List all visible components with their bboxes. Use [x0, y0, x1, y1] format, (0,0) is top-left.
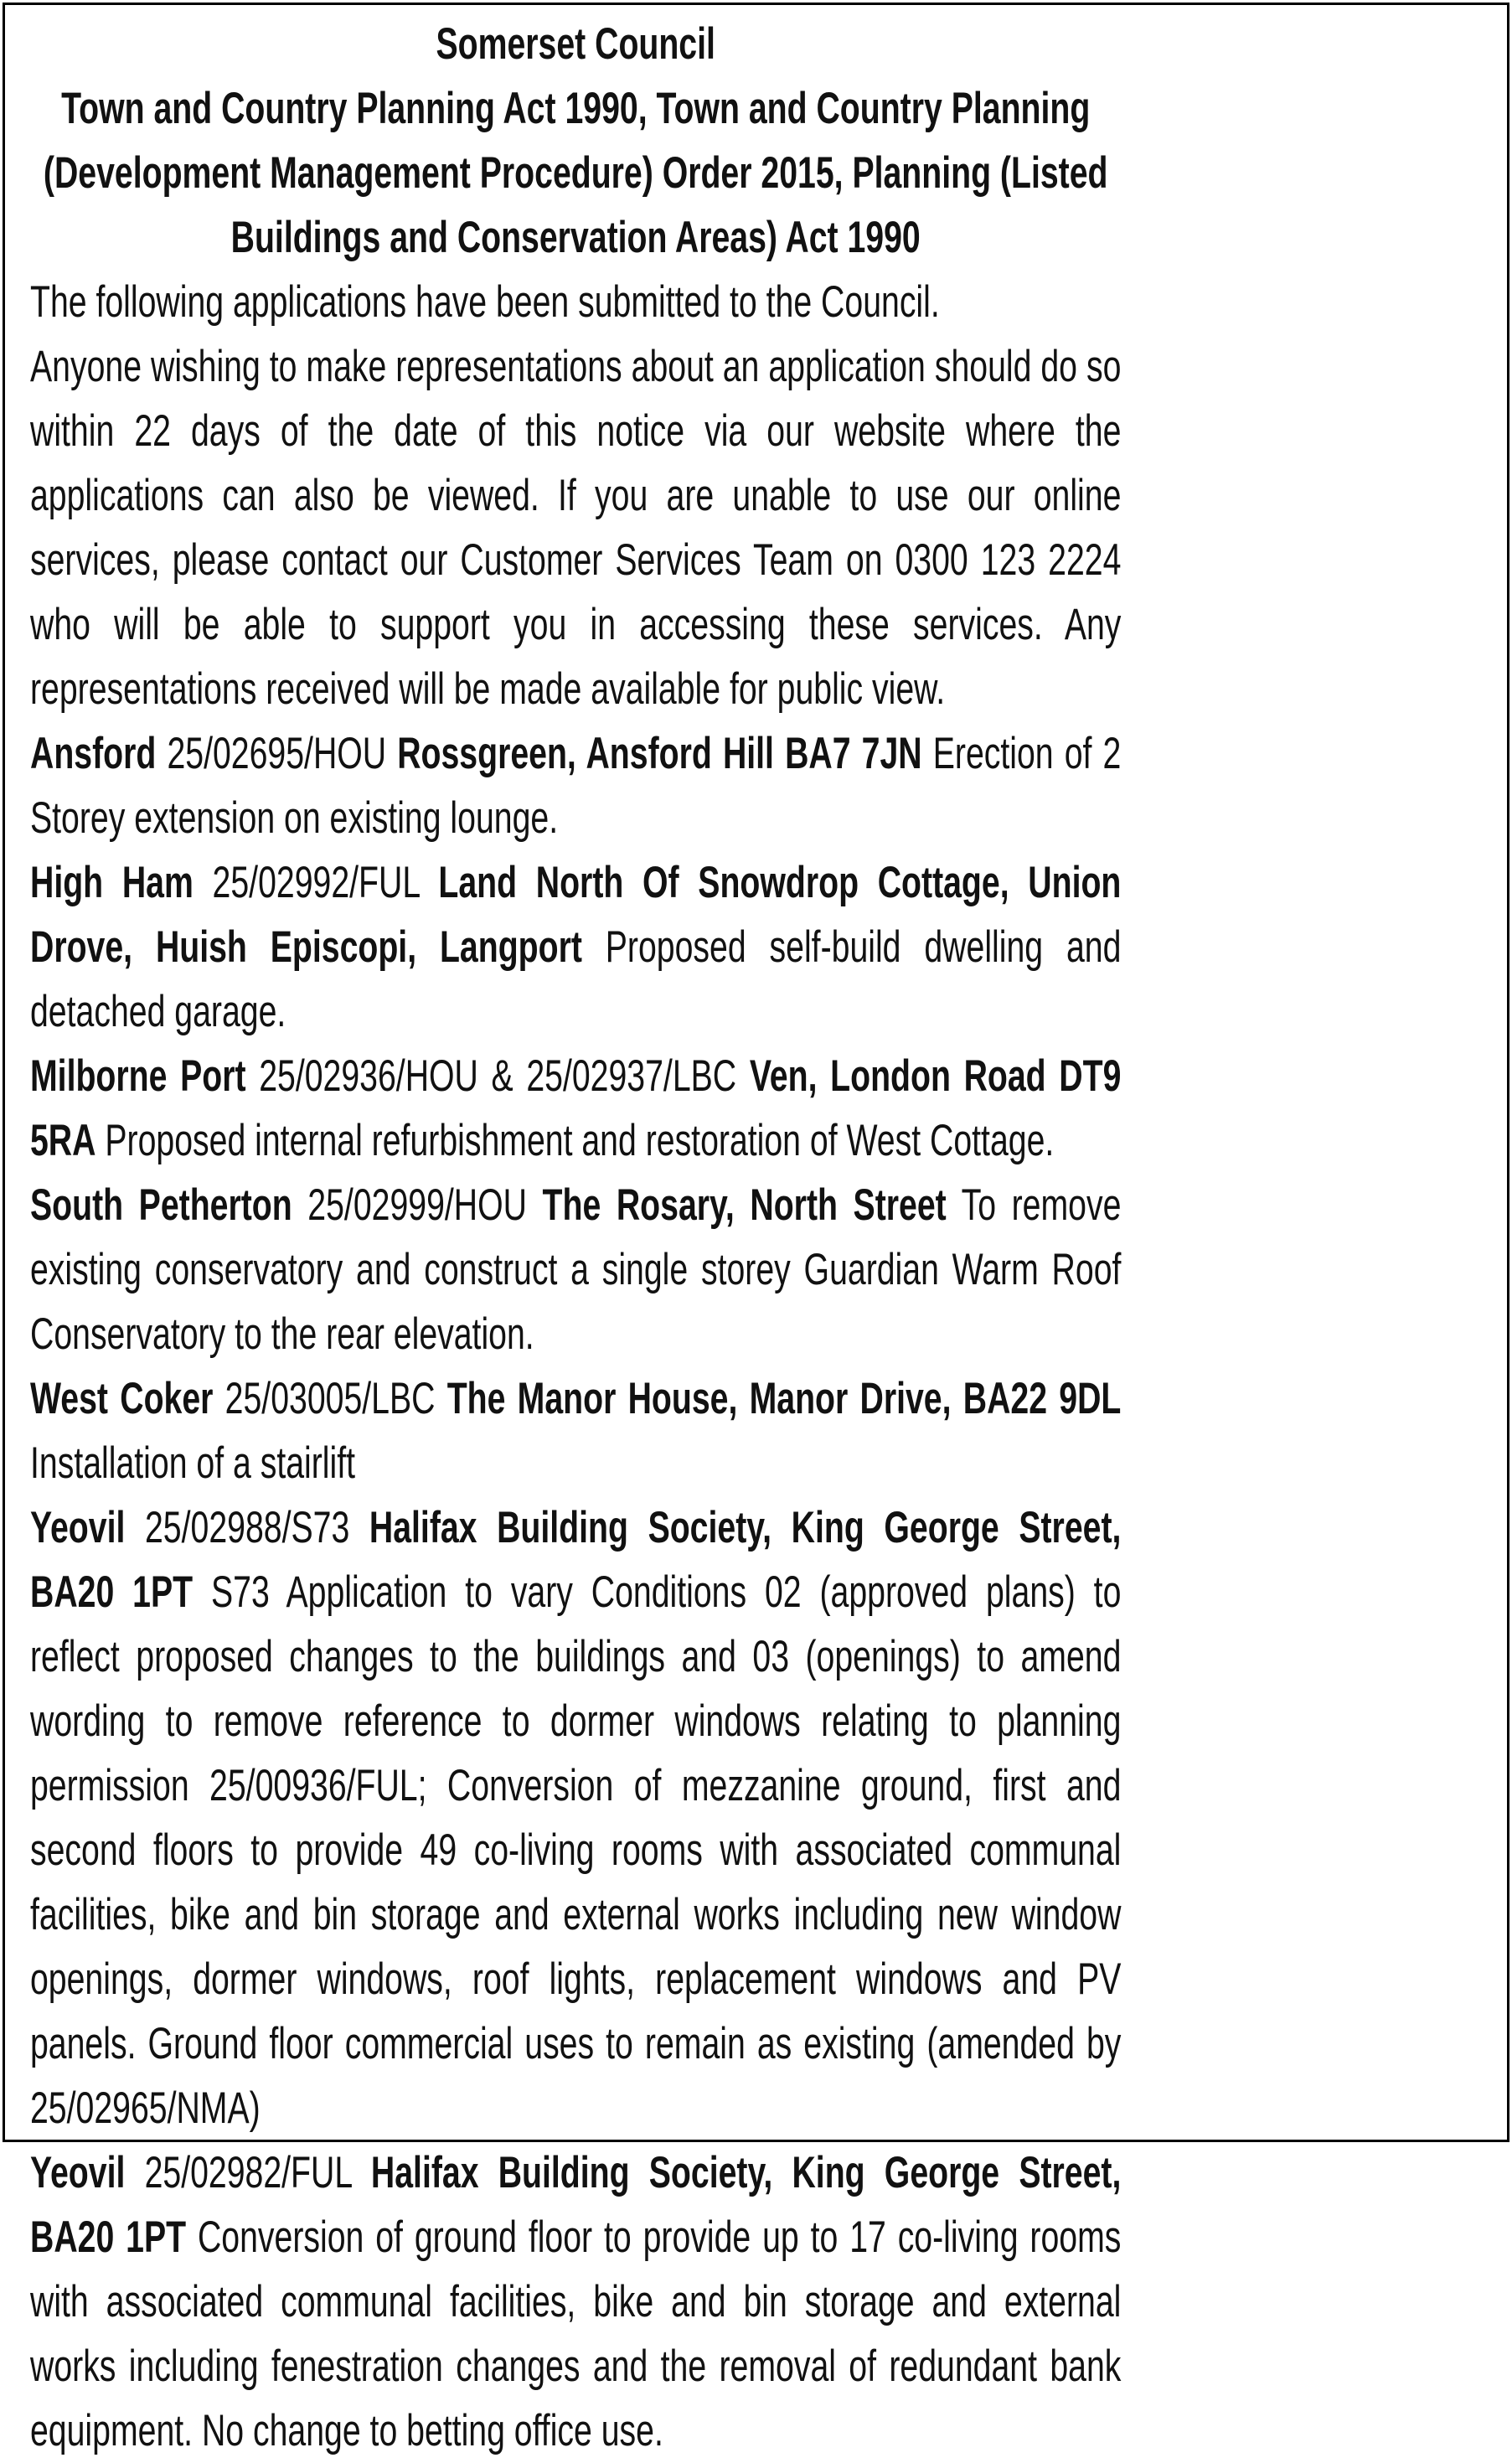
application-description: Erection of 2 Storey extension on existing lounge. [30, 729, 1122, 843]
council-name: Somerset Council [436, 19, 715, 69]
parish-name: South Petherton [30, 1180, 292, 1230]
application-entry [30, 850, 1121, 1044]
parish-name: Yeovil [30, 1503, 126, 1552]
site-address: The Rosary, North Street [542, 1180, 947, 1230]
application-entry [30, 1173, 1121, 1366]
site-address: Halifax Building Society, King George Street, BA20 1PT [30, 1503, 1122, 1617]
application-entry [30, 1044, 1121, 1173]
parish-name: Ansford [30, 729, 157, 778]
site-address: Halifax Building Society, King George Street, BA20 1PT [30, 2148, 1122, 2262]
application-entry [30, 1495, 1121, 2140]
parish-name: West Coker [30, 1374, 214, 1423]
application-reference: 25/02695/HOU [167, 729, 387, 778]
application-description: Proposed self-build dwelling and detached garage. [30, 922, 1122, 1036]
parish-name: Yeovil [30, 2148, 126, 2197]
application-entry [30, 1366, 1121, 1495]
intro-line: The following applications have been submitted to the Council. [30, 277, 940, 327]
notice-body [30, 12, 1121, 2463]
application-reference: 25/03005/LBC [224, 1374, 436, 1423]
parish-name: High Ham [30, 858, 194, 907]
application-description: S73 Application to vary Conditions 02 (approved plans) to reflect proposed changes to the buildings and 03 (openings) to amend wording to remove reference to dormer windows relating to planning permission 25/00936/FUL; Conversion of mezzanine ground, first and second floors to provide 49 co-living rooms with associated communal facilities, bike and bin storage and external works including new window openings, dormer windows, roof lights, replacement windows and PV panels. Ground floor commercial uses to remain as existing (amended by 25/02965/NMA) [30, 1567, 1122, 2133]
application-reference: 25/02992/FUL [212, 858, 420, 907]
planning-notice [3, 3, 1509, 2455]
site-address: Land North Of Snowdrop Cottage, Union Drove, Huish Episcopi, Langport [30, 858, 1122, 972]
intro-paragraph: Anyone wishing to make representations about an application should do so within 22 days of the date of this notice via our website where the applications can also be viewed. If you are unable to use our online services, please contact our Customer Services Team on 0300 123 2224 who will be able to support you in accessing these services. Any representations received will be made available for public view. [30, 342, 1122, 714]
application-reference: 25/02936/HOU & 25/02937/LBC [259, 1051, 737, 1101]
site-address: Ven, London Road DT9 5RA [30, 1051, 1122, 1165]
application-reference: 25/02988/S73 [144, 1503, 350, 1552]
parish-name: Milborne Port [30, 1051, 246, 1101]
application-description: To remove existing conservatory and construct a single storey Guardian Warm Roof Conservatory to the rear elevation. [30, 1180, 1122, 1359]
application-reference: 25/02982/FUL [144, 2148, 352, 2197]
application-description: Installation of a stairlift [30, 1438, 356, 1488]
legislation-heading: Town and Country Planning Act 1990, Town and Country Planning (Development Management Procedure) Order 2015, Planning (Listed Buildings and Conservation Areas) Act 1990 [43, 84, 1108, 262]
application-entry [30, 2140, 1121, 2463]
application-description: Proposed internal refurbishment and restoration of West Cottage. [105, 1116, 1055, 1165]
site-address: The Manor House, Manor Drive, BA22 9DL [446, 1374, 1122, 1423]
site-address: Rossgreen, Ansford Hill BA7 7JN [397, 729, 922, 778]
application-entry [30, 721, 1121, 850]
application-reference: 25/02999/HOU [307, 1180, 527, 1230]
application-description: Conversion of ground floor to provide up to 17 co-living rooms with associated communal facilities, bike and bin storage and external works including fenestration changes and the removal of redundant bank equipment. No change to betting office use. [30, 2213, 1122, 2455]
